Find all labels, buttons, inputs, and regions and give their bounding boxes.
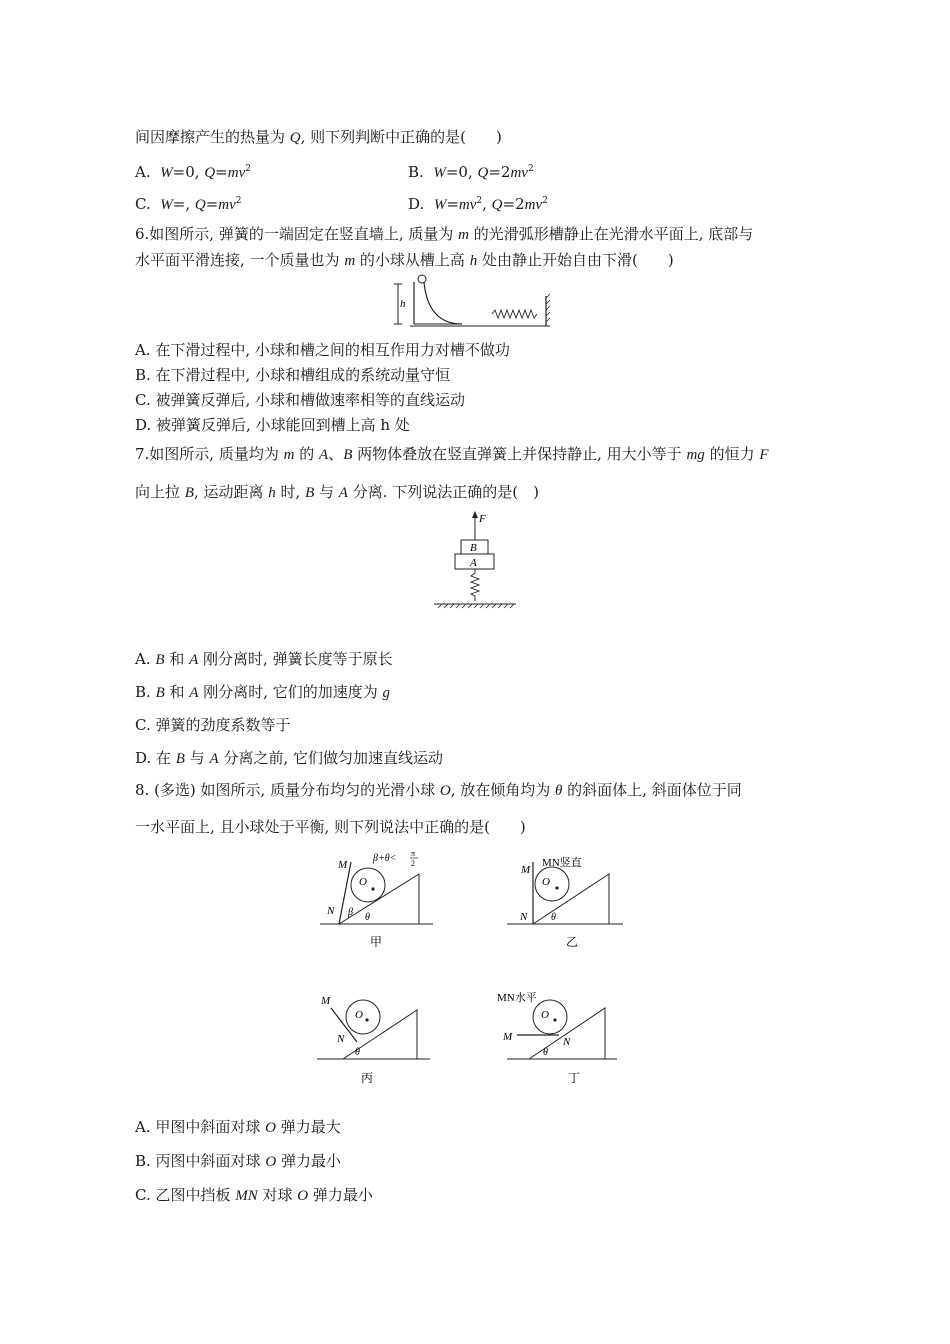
svg-text:π: π	[411, 849, 416, 858]
q7-option-a[interactable]: A. B 和 A 刚分离时, 弹簧长度等于原长	[135, 650, 393, 668]
q8-ding-caption: 丁	[568, 1071, 581, 1085]
q8-option-b[interactable]: B. 丙图中斜面对球 O 弹力最小	[135, 1152, 341, 1170]
q8-option-c[interactable]: C. 乙图中挡板 MN 对球 O 弹力最小	[135, 1186, 373, 1204]
q7-figure-stacked-blocks	[430, 508, 520, 618]
q6-spring	[492, 310, 537, 318]
svg-text:N: N	[327, 905, 335, 917]
q8-yi-caption: 乙	[566, 935, 579, 949]
q8-figure-ding	[495, 990, 625, 1090]
svg-text:M: M	[503, 1031, 513, 1043]
q7-stem-line2: 向上拉 B, 运动距离 h 时, B 与 A 分离. 下列说法正确的是( )	[135, 483, 539, 501]
svg-text:θ: θ	[543, 1047, 548, 1058]
q6-stem-line1: 6.如图所示, 弹簧的一端固定在竖直墙上, 质量为 m 的光滑弧形槽静止在光滑水平面上, 底部与	[135, 225, 754, 243]
q8-stem-line2: 一水平面上, 且小球处于平衡, 则下列说法中正确的是( )	[135, 818, 526, 836]
q5-option-d[interactable]: D. $W=mv^2$, $Q=2mv^2$	[408, 195, 548, 213]
q8-bing-ball	[346, 1000, 380, 1034]
svg-text:θ: θ	[355, 1047, 360, 1058]
svg-text:B: B	[470, 542, 477, 554]
q8-figure-jia	[315, 848, 440, 953]
svg-text:O: O	[355, 1009, 363, 1021]
svg-text:O: O	[542, 876, 550, 888]
q6-option-d[interactable]: D. 被弹簧反弹后, 小球能回到槽上高 h 处	[135, 416, 410, 434]
q8-jia-caption: 甲	[370, 935, 383, 949]
q7-F-label: F	[479, 513, 486, 525]
svg-text:N: N	[337, 1033, 345, 1045]
svg-text:A: A	[470, 557, 477, 569]
q8-yi-ball	[535, 867, 569, 901]
q8-stem-line1: 8. (多选) 如图所示, 质量分布均匀的光滑小球 O, 放在倾角均为 θ 的斜面体上, 斜面体位于同	[135, 781, 742, 799]
q8-option-a[interactable]: A. 甲图中斜面对球 O 弹力最大	[135, 1118, 341, 1136]
q8-ding-condition: MN水平	[497, 992, 537, 1004]
svg-text:O: O	[541, 1009, 549, 1021]
q5-stem-tail: 间因摩擦产生的热量为 Q, 则下列判断中正确的是( )	[135, 128, 502, 146]
q7-option-b[interactable]: B. B 和 A 刚分离时, 它们的加速度为 g	[135, 683, 391, 701]
q5-option-c[interactable]: C. W=, $Q=mv^2$	[135, 195, 242, 213]
q7-option-d[interactable]: D. 在 B 与 A 分离之前, 它们做匀加速直线运动	[135, 749, 443, 767]
svg-text:M: M	[338, 859, 348, 871]
svg-text:θ: θ	[365, 912, 370, 923]
q6-stem-line2: 水平面平滑连接, 一个质量也为 m 的小球从槽上高 h 处由静止开始自由下滑( )	[135, 251, 674, 269]
svg-text:N: N	[520, 911, 528, 923]
q8-bing-caption: 丙	[361, 1071, 374, 1085]
q7-stem-line1: 7.如图所示, 质量均为 m 的 A、B 两物体叠放在竖直弹簧上并保持静止, 用大小等于 mg 的恒力 F	[135, 445, 769, 463]
q6-figure-slot-spring	[392, 272, 562, 332]
q8-ding-ball	[533, 1000, 567, 1034]
svg-text:θ: θ	[551, 912, 556, 923]
q5-option-a[interactable]: A. W=0, $Q=mv^2$	[135, 163, 251, 181]
q6-option-b[interactable]: B. 在下滑过程中, 小球和槽组成的系统动量守恒	[135, 366, 451, 384]
q6-ball	[418, 275, 426, 283]
q6-h-label: h	[400, 298, 406, 310]
q8-jia-ball	[351, 868, 385, 902]
q7-spring	[471, 569, 479, 601]
svg-text:O: O	[359, 876, 367, 888]
svg-text:β: β	[348, 907, 353, 918]
q6-option-c[interactable]: C. 被弹簧反弹后, 小球和槽做速率相等的直线运动	[135, 391, 466, 409]
q6-option-a[interactable]: A. 在下滑过程中, 小球和槽之间的相互作用力对槽不做功	[135, 341, 510, 359]
q8-yi-condition: MN竖直	[542, 857, 582, 869]
q6-slot-arc	[424, 282, 462, 324]
q8-figure-bing	[315, 990, 440, 1090]
q7-option-c[interactable]: C. 弹簧的劲度系数等于	[135, 716, 291, 734]
svg-text:N: N	[563, 1036, 571, 1048]
svg-text:2: 2	[411, 859, 415, 868]
q8-figure-yi	[505, 848, 630, 953]
q5-option-b[interactable]: B. W=0, $Q=2mv^2$	[408, 163, 534, 181]
svg-text:M: M	[321, 995, 331, 1007]
svg-text:M: M	[521, 864, 531, 876]
q8-jia-condition: β+θ<	[373, 853, 397, 864]
